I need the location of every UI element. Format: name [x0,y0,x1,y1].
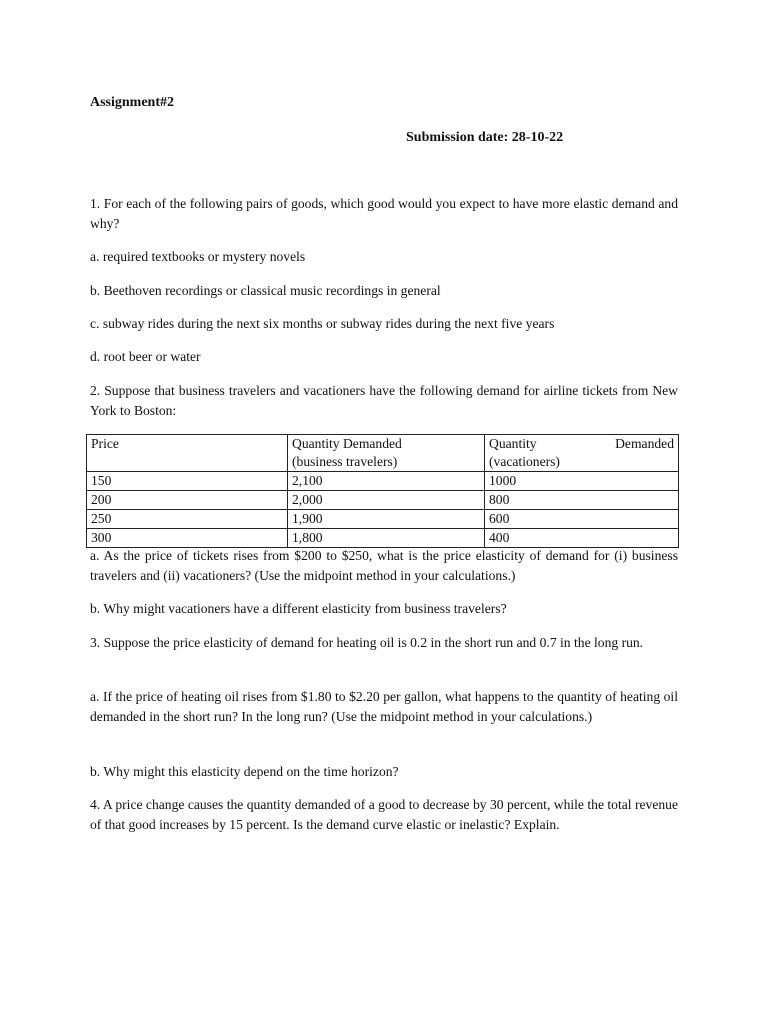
cell-price: 250 [87,510,288,529]
question-2b: b. Why might vacationers have a different elasticity from business travelers? [90,601,507,616]
cell-price: 150 [87,472,288,491]
question-1d: d. root beer or water [90,349,201,364]
cell-business: 1,900 [288,510,485,529]
cell-business: 2,000 [288,491,485,510]
cell-vacationers: 800 [485,491,679,510]
table-row [87,491,679,510]
cell-price: 300 [87,529,288,548]
cell-vacationers: 1000 [485,472,679,491]
header-vacationers: Quantity Demanded (vacationers) [485,435,679,472]
header-business: Quantity Demanded (business travelers) [288,435,485,472]
question-3a: a. If the price of heating oil rises from $1.80 to $2.20 per gallon, what happens to the quantity of heating oil demanded in the short run? In the long run? (Use the midpoint method in your calculations.) [90,689,678,724]
header-price: Price [87,435,288,472]
question-3: 3. Suppose the price elasticity of demand for heating oil is 0.2 in the short run and 0.7 in the long run. [90,635,644,650]
assignment-title: Assignment#2 [90,95,175,110]
question-2: 2. Suppose that business travelers and vacationers have the following demand for airline tickets from New York to Boston: [90,383,678,418]
question-2a: a. As the price of tickets rises from $200 to $250, what is the price elasticity of demand for (i) business travelers and (ii) vacationers? (Use the midpoint method in your calculations.) [90,548,678,583]
demand-table [86,434,679,548]
cell-vacationers: 400 [485,529,679,548]
question-1: 1. For each of the following pairs of goods, which good would you expect to have more elastic demand and why? [90,196,678,231]
cell-business: 2,100 [288,472,485,491]
question-4: 4. A price change causes the quantity demanded of a good to decrease by 30 percent, while the total revenue of that good increases by 15 percent. Is the demand curve elastic or inelastic? Explain. [90,797,678,832]
table-header-row [87,435,679,472]
question-3b: b. Why might this elasticity depend on the time horizon? [90,764,399,779]
cell-business: 1,800 [288,529,485,548]
question-1c: c. subway rides during the next six months or subway rides during the next five years [90,316,555,331]
table-row [87,529,679,548]
table-row [87,472,679,491]
submission-date: Submission date: 28-10-22 [406,130,564,145]
question-1b: b. Beethoven recordings or classical music recordings in general [90,283,441,298]
cell-price: 200 [87,491,288,510]
table-row [87,510,679,529]
cell-vacationers: 600 [485,510,679,529]
question-1a: a. required textbooks or mystery novels [90,249,306,264]
